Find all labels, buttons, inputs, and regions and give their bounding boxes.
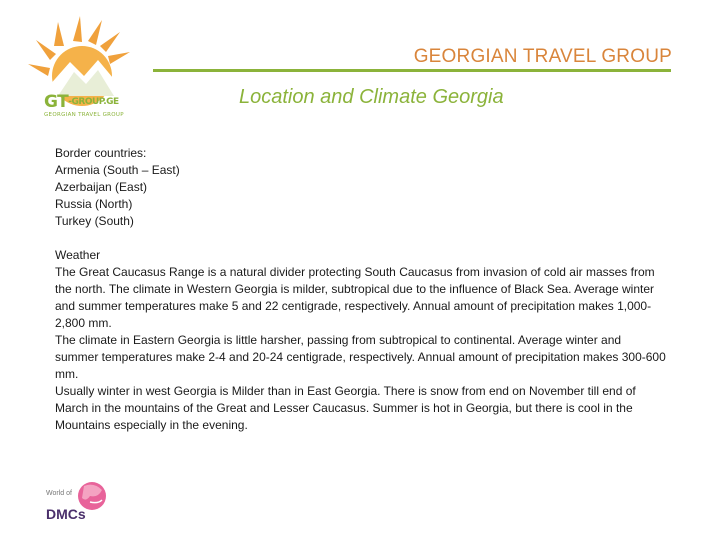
border-item: Russia (North)	[55, 197, 133, 211]
weather-paragraph-east: The climate in Eastern Georgia is little harsher, passing from subtropical to continental. Average winter and summer temperatures make 2-4 and 20-24 centigrade, respectively. Annual amount of precipitation makes 300-600 mm.	[55, 333, 666, 381]
world-of-dmcs-logo	[44, 476, 114, 526]
logo-wordmark: GT-GROUP.GE	[44, 92, 119, 112]
spacer	[55, 230, 667, 247]
footer-logo-line1: World of	[46, 490, 72, 497]
weather-heading: Weather	[55, 248, 101, 262]
border-item: Armenia (South – East)	[55, 163, 180, 177]
logo-subtitle: GEORGIAN TRAVEL GROUP	[44, 112, 124, 118]
border-item: Azerbaijan (East)	[55, 180, 148, 194]
footer-logo-line2: DMCs	[46, 506, 86, 522]
border-item: Turkey (South)	[55, 214, 134, 228]
weather-paragraph-seasons: Usually winter in west Georgia is Milder than in East Georgia. There is snow from end on November till end of March in the mountains of the Great and Lesser Caucasus. Summer is hot in Georgia, but there is cool in the Mountains especially in the evening.	[55, 384, 636, 432]
page-title: Location and Climate Georgia	[239, 86, 504, 108]
borders-heading: Border countries:	[55, 146, 147, 160]
gt-group-logo	[18, 10, 158, 120]
slide-content	[55, 145, 667, 434]
weather-paragraph-west: The Great Caucasus Range is a natural divider protecting South Caucasus from invasion of cold air masses from the north. The climate in Western Georgia is milder, subtropical due to the influence of Black Sea. Average winter and summer temperatures make 5 and 22 centigrade, respectively. Annual amount of precipitation makes 1,000-2,800 mm.	[55, 265, 655, 330]
header-divider	[153, 69, 671, 72]
brand-name: GEORGIAN TRAVEL GROUP	[413, 46, 672, 67]
